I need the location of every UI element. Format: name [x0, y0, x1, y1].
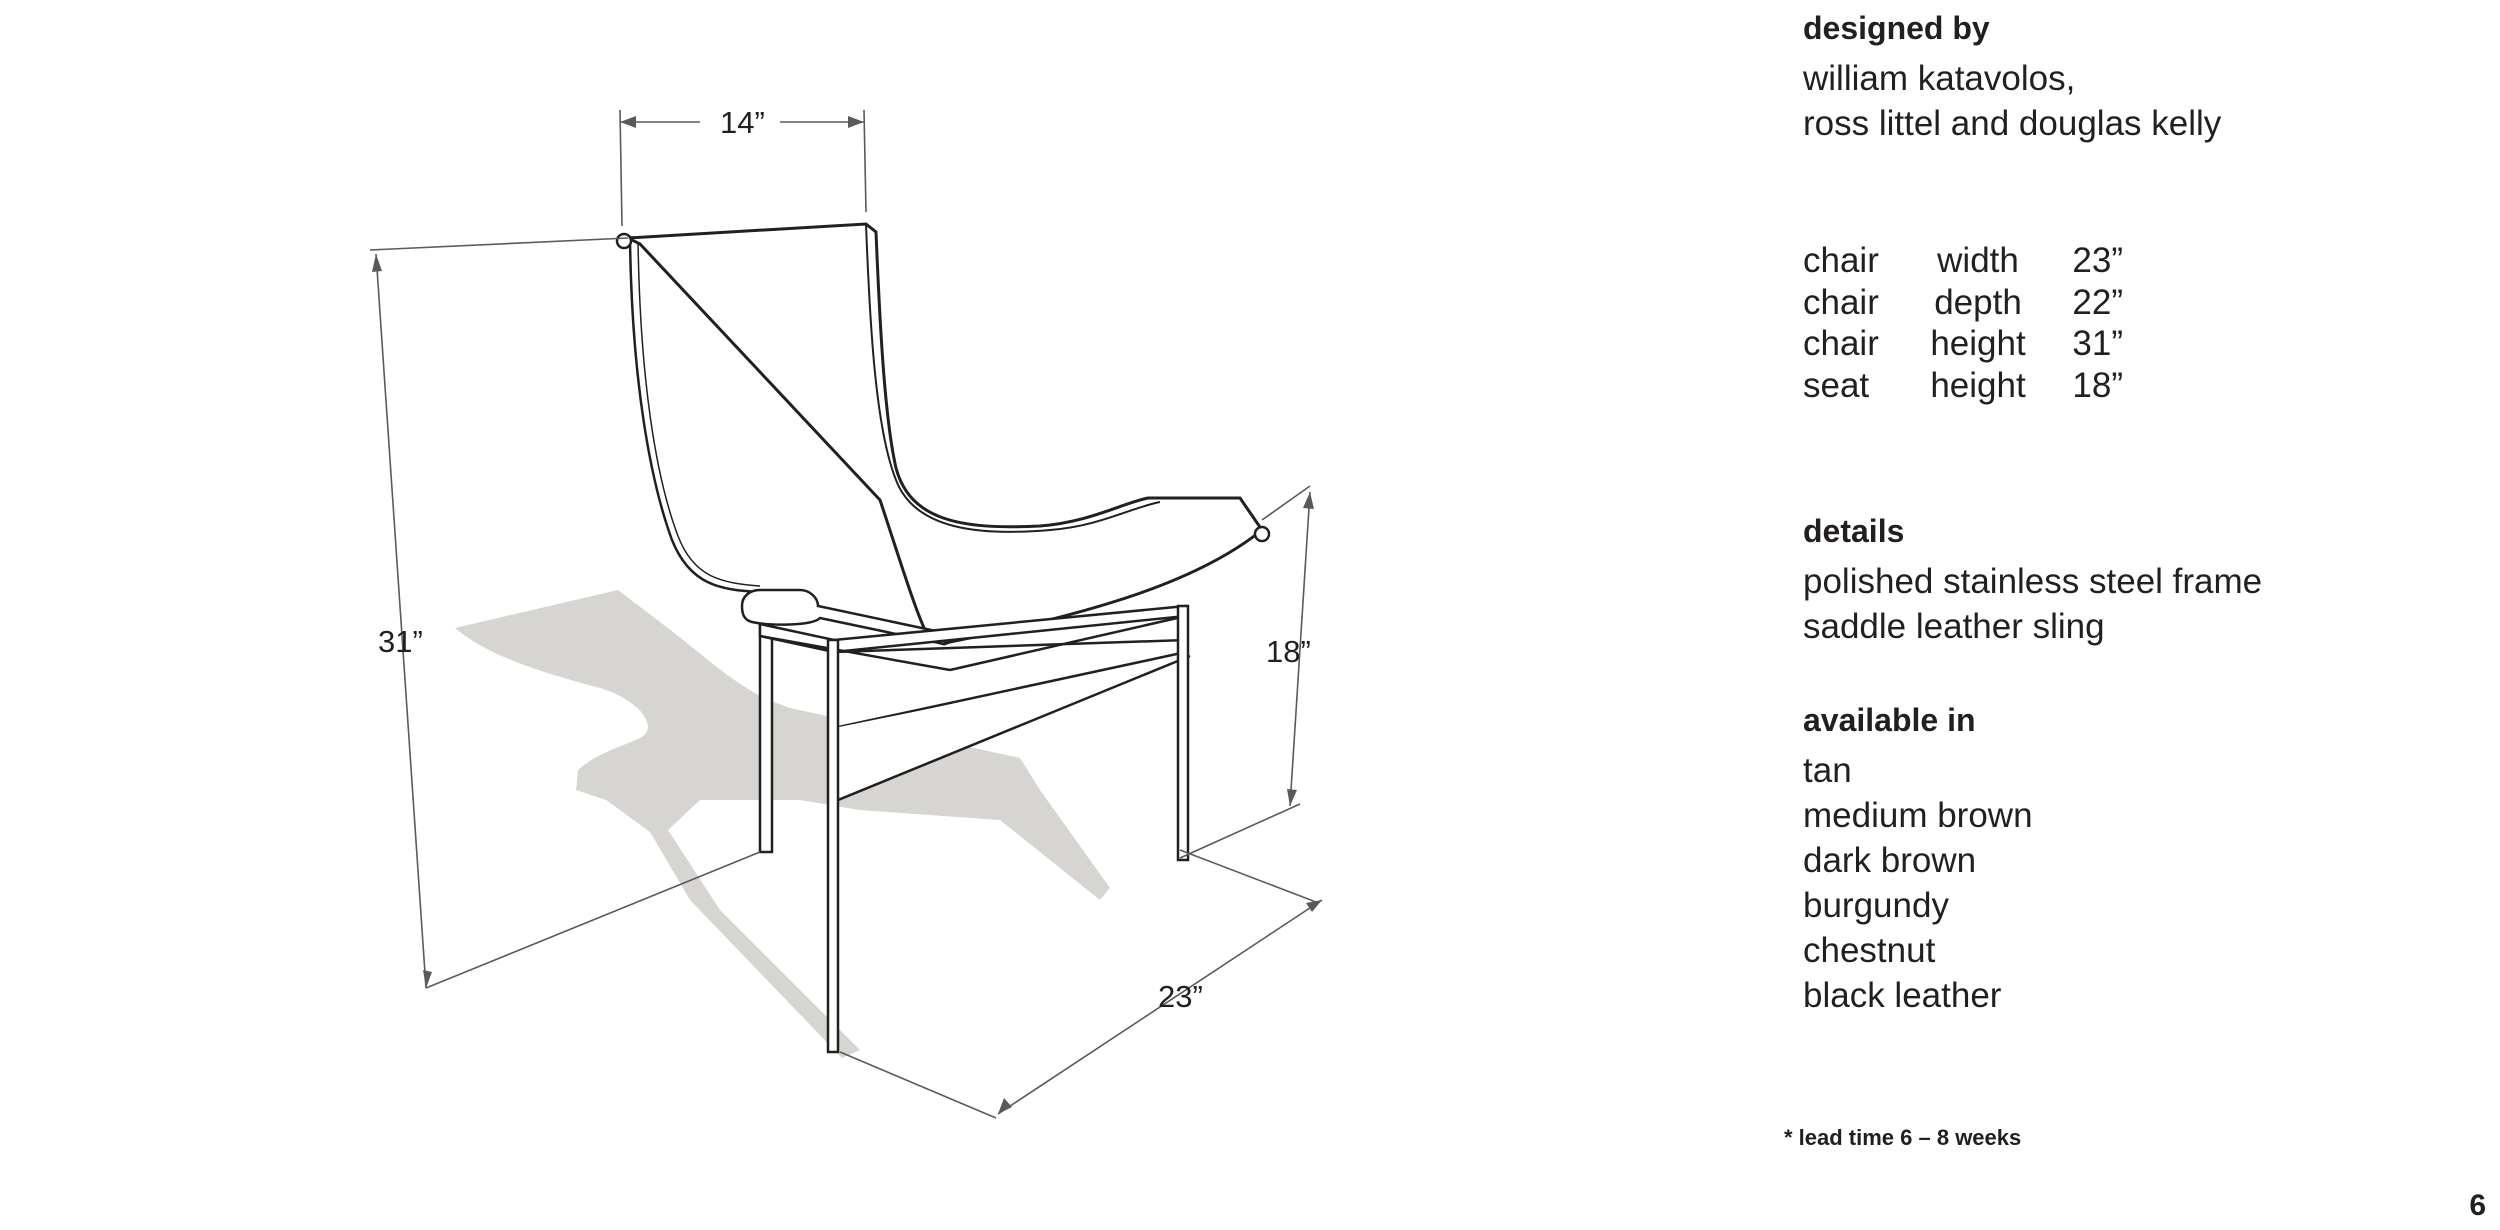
- dimension-part: seat: [1803, 365, 1870, 405]
- sling-edge: [866, 224, 1160, 532]
- available-in-heading: available in: [1803, 702, 1976, 738]
- color-option: black leather: [1803, 976, 2002, 1015]
- dimension-measure: width: [1937, 241, 2019, 280]
- dimension-row: [1803, 365, 2123, 407]
- color-option: burgundy: [1803, 886, 1949, 925]
- back-leg-left: [760, 620, 772, 852]
- dimension-part: chair: [1803, 282, 1879, 322]
- designer-line: william katavolos,: [1803, 59, 2076, 98]
- color-option: dark brown: [1803, 841, 1977, 880]
- dimension-measure: height: [1930, 324, 2026, 363]
- designed-by-heading: designed by: [1803, 10, 1990, 46]
- designer-names: [1803, 56, 2443, 146]
- dimension-label-overall-height: 31”: [378, 624, 423, 659]
- lead-time-note: * lead time 6 – 8 weeks: [1784, 1125, 2022, 1150]
- dimension-row: [1803, 282, 2123, 324]
- details-list: [1803, 559, 2443, 649]
- color-option: chestnut: [1803, 931, 1936, 970]
- available-in-section: [1803, 700, 2443, 1018]
- dimension-row: [1803, 240, 2123, 282]
- dimension-value: 18”: [2072, 365, 2123, 405]
- dimension-value: 23”: [2072, 241, 2123, 280]
- dimension-measure: height: [1930, 365, 2026, 405]
- dimension-measure: depth: [1934, 282, 2022, 322]
- dimension-value: 22”: [2072, 282, 2123, 322]
- details-section: [1803, 511, 2443, 649]
- details-line: saddle leather sling: [1803, 607, 2105, 646]
- designed-by-section: [1803, 8, 2443, 146]
- dimension-part: chair: [1803, 324, 1879, 363]
- color-option: tan: [1803, 751, 1852, 790]
- page-number: 6: [2469, 1189, 2486, 1222]
- dimension-value: 31”: [2072, 324, 2123, 363]
- details-heading: details: [1803, 513, 1905, 549]
- color-option: medium brown: [1803, 796, 2033, 835]
- dimension-row: [1803, 323, 2123, 365]
- details-line: polished stainless steel frame: [1803, 562, 2263, 601]
- dimension-part: chair: [1803, 241, 1879, 280]
- color-options: [1803, 748, 2443, 1018]
- dimension-label-seat-height: 18”: [1266, 634, 1311, 669]
- dimension-label-sling-width: 14”: [720, 105, 765, 140]
- designer-line: ross littel and douglas kelly: [1803, 104, 2222, 143]
- dimension-label-overall-width: 23”: [1158, 979, 1203, 1014]
- dimensions-table: [1803, 240, 2123, 406]
